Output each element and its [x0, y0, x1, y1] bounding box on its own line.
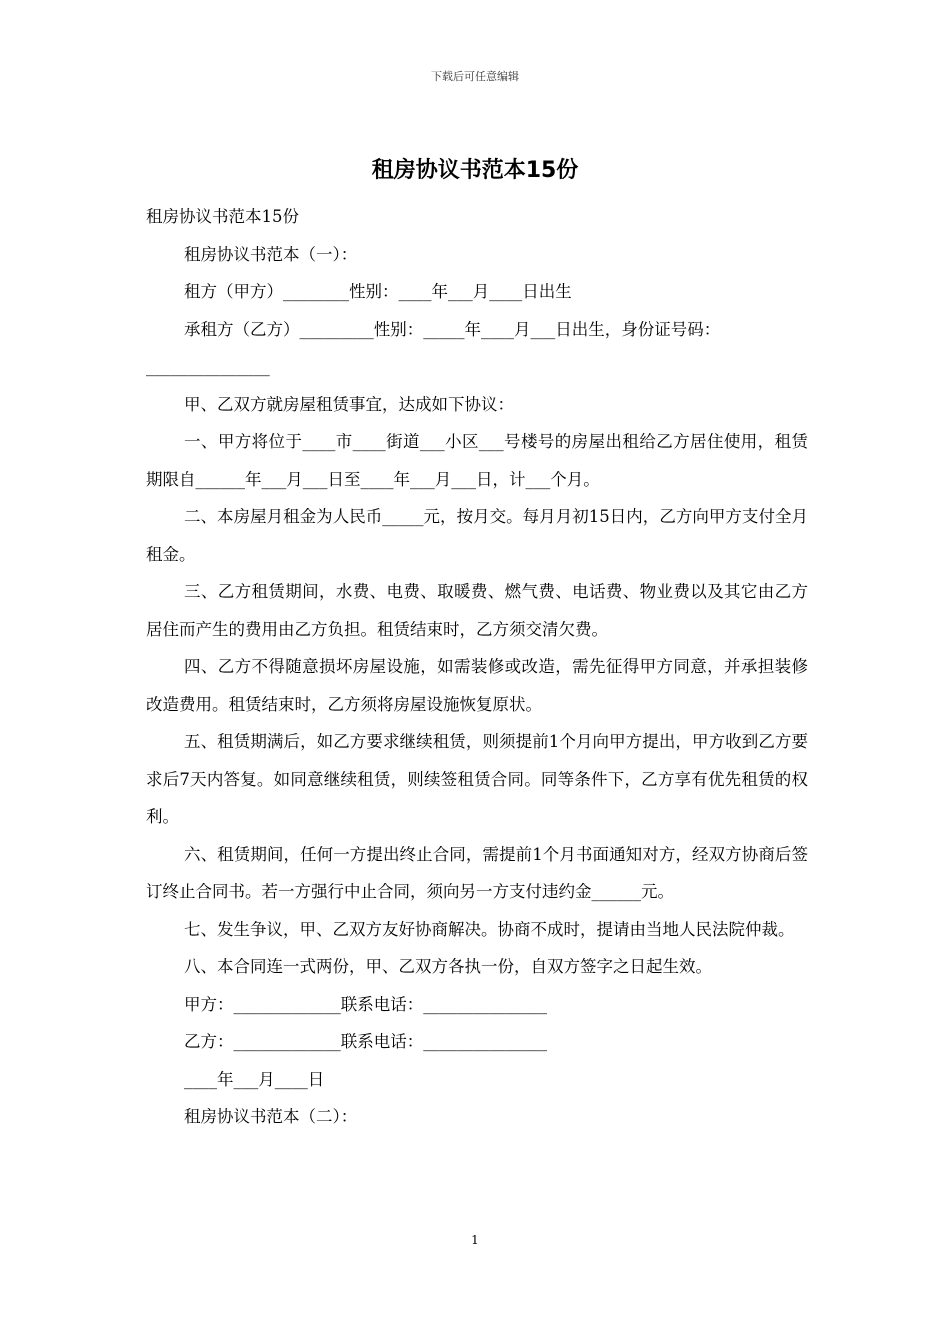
clause-8: 八、本合同连一式两份，甲、乙双方各执一份，自双方签字之日起生效。 [184, 957, 712, 976]
signature-party-b: 乙方：_____________联系电话：_______________ [184, 1032, 547, 1051]
clause-7: 七、发生争议，甲、乙双方友好协商解决。协商不成时，提请由当地人民法院仲裁。 [184, 919, 795, 939]
page-number: 1 [471, 1233, 479, 1247]
clause-1: 一、甲方将位于____市____街道___小区___号楼号的房屋出租给乙方居住使用，租赁期限自______年___月___日至____年___月___日，计___个月。 [146, 432, 808, 489]
clause-4: 四、乙方不得随意损坏房屋设施，如需装修或改造，需先征得甲方同意，并承担装修改造费用。租赁结束时，乙方须将房屋设施恢复原状。 [146, 657, 808, 714]
page-header: 下载后可任意编辑 [431, 70, 519, 83]
signature-date: ____年___月____日 [184, 1069, 325, 1089]
sample2-heading: 租房协议书范本（二）： [184, 1107, 358, 1126]
signature-party-a: 甲方：_____________联系电话：_______________ [184, 994, 547, 1014]
sample1-heading: 租房协议书范本（一）： [184, 244, 358, 264]
lessee-line: 承租方（乙方）_________性别：_____年____月___日出生，身份证号码： [184, 319, 721, 339]
clause-3: 三、乙方租赁期间，水费、电费、取暖费、燃气费、电话费、物业费以及其它由乙方居住而产生的费用由乙方负担。租赁结束时，乙方须交清欠费。 [146, 582, 808, 639]
document-title: 租房协议书范本15份 [371, 158, 579, 183]
subtitle: 租房协议书范本15份 [146, 207, 299, 226]
lessee-id-blank: _______________ [146, 357, 270, 376]
clause-2: 二、本房屋月租金为人民币_____元，按月交。每月月初15日内，乙方向甲方支付全月租金。 [146, 507, 808, 564]
document-body [146, 198, 808, 1136]
clause-5: 五、租赁期满后，如乙方要求继续租赁，则须提前1个月向甲方提出，甲方收到乙方要求后7天内答复。如同意继续租赁，则续签租赁合同。同等条件下，乙方享有优先租赁的权利。 [146, 732, 808, 826]
lessor-line: 租方（甲方）________性别：____年___月____日出生 [184, 282, 572, 301]
intro-paragraph: 甲、乙双方就房屋租赁事宜，达成如下协议： [184, 394, 514, 414]
clause-6: 六、租赁期间，任何一方提出终止合同，需提前1个月书面通知对方，经双方协商后签订终止合同书。若一方强行中止合同，须向另一方支付违约金______元。 [146, 844, 808, 901]
